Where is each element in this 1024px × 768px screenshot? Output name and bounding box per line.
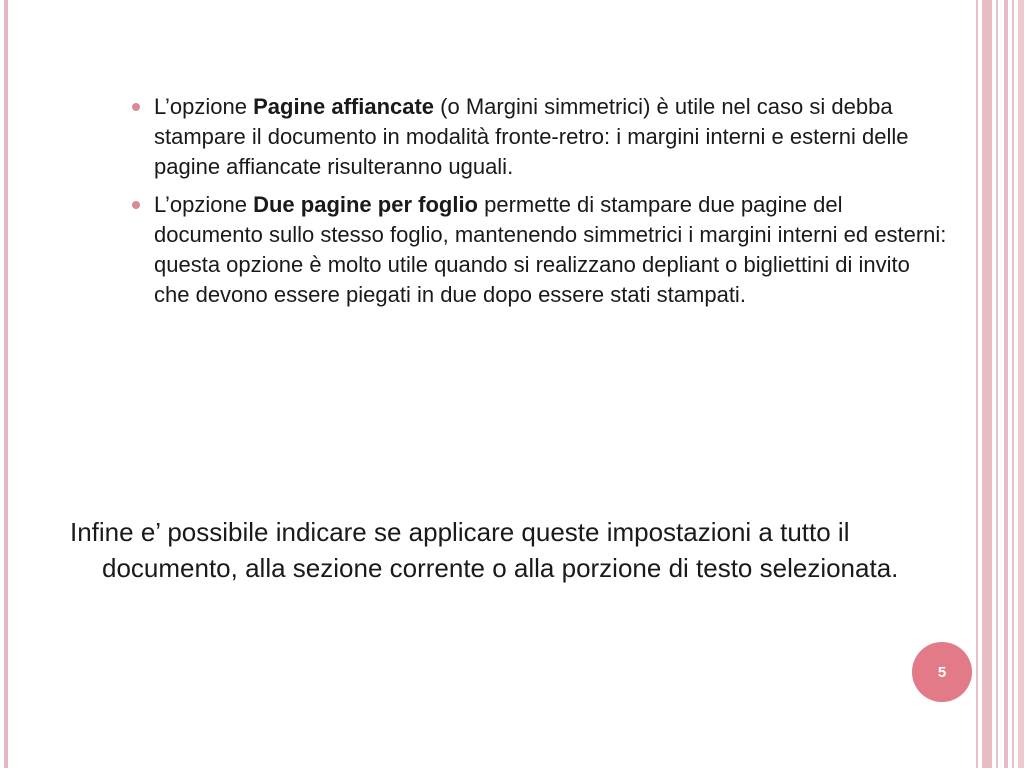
bullet-dot-icon xyxy=(132,201,140,209)
closing-paragraph: Infine e’ possibile indicare se applicare queste impostazioni a tutto il documento, alla sezione corrente o alla porzione di testo selezionata. xyxy=(70,517,899,583)
slide-frame-right-stripe xyxy=(982,0,992,768)
bullet-dot-icon xyxy=(132,103,140,111)
bullet-bold-term: Pagine affiancate xyxy=(253,94,435,119)
bullet-body: (o Margini simmetrici) è utile nel caso si debba stampare il documento in modalità fronte-retro: i margini interni e esterni delle pagine affiancate risulteranno uguali. xyxy=(154,94,909,179)
slide-frame-right-stripe xyxy=(1012,0,1014,768)
bullet-item-due-pagine-per-foglio xyxy=(128,190,948,310)
slide-frame-left-border xyxy=(4,0,8,768)
bullet-item-pagine-affiancate xyxy=(128,92,948,182)
bullet-prefix: L’opzione xyxy=(154,192,254,217)
bullet-prefix: L’opzione xyxy=(154,94,254,119)
slide-frame-right-stripe xyxy=(1004,0,1008,768)
slide-frame-right-stripe xyxy=(1018,0,1024,768)
bullet-body: permette di stampare due pagine del documento sullo stesso foglio, mantenendo simmetrici i margini interni ed esterni: questa opzione è molto utile quando si realizzano depliant o bigliettini di invito che devono essere piegati in due dopo essere stati stampati. xyxy=(154,192,947,307)
bullet-list xyxy=(128,92,948,318)
slide-frame-right-stripe xyxy=(976,0,978,768)
page-number-badge: 5 xyxy=(912,642,972,702)
slide-frame-right-stripe xyxy=(996,0,998,768)
bullet-bold-term: Due pagine per foglio xyxy=(253,192,478,217)
